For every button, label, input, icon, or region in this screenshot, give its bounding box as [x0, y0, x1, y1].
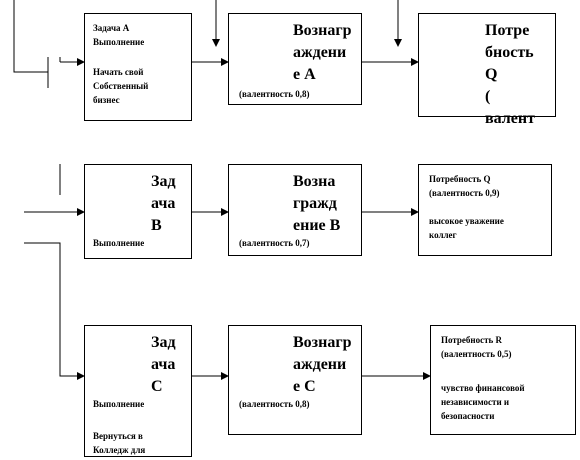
need-r-desc-1: чувство финансовой	[441, 383, 525, 393]
task-c-label: Выполнение	[93, 399, 145, 409]
need-r-box	[430, 325, 576, 435]
task-c-action-2: Колледж для	[93, 445, 146, 455]
reward-a-valence: (валентность 0,8)	[239, 89, 310, 99]
need-q-valence: (валентность 0,9)	[429, 188, 500, 198]
task-a-action-2: Собственный	[93, 81, 149, 91]
reward-c-valence: (валентность 0,8)	[239, 399, 310, 409]
task-a-title: Задача А	[93, 23, 130, 33]
need-top-title-2: бность	[485, 44, 534, 61]
need-q-desc-2: коллег	[429, 230, 457, 240]
reward-a-title-3: е А	[293, 66, 316, 83]
need-top-title-1: Потре	[485, 22, 530, 39]
need-q-desc-1: высокое уважение	[429, 216, 504, 226]
need-top-title-3: Q	[485, 66, 498, 83]
reward-a-title-1: Вознагр	[293, 22, 352, 39]
reward-c-title-2: аждени	[293, 356, 347, 373]
reward-b-title-3: ение В	[293, 217, 341, 234]
task-a-box	[84, 13, 192, 121]
task-b-title-2: ача	[151, 195, 176, 212]
need-top-title-5: валент	[485, 110, 535, 127]
reward-c-title-3: е С	[293, 378, 316, 395]
task-c-box	[84, 325, 192, 457]
need-q-title: Потребность Q	[429, 174, 491, 184]
reward-a-title-2: аждени	[293, 44, 347, 61]
reward-c-box	[228, 325, 362, 435]
task-c-title-1: Зад	[151, 334, 176, 351]
task-b-box	[84, 164, 192, 259]
reward-a-box	[228, 13, 362, 105]
need-r-desc-3: безопасности	[441, 411, 495, 421]
task-c-title-3: С	[151, 378, 163, 395]
task-a-action-1: Начать свой	[93, 67, 144, 77]
task-b-title-1: Зад	[151, 173, 176, 190]
reward-b-box	[228, 164, 362, 256]
reward-b-title-2: гражд	[293, 195, 337, 212]
need-r-title: Потребность R	[441, 335, 503, 345]
need-r-desc-2: независимости и	[441, 397, 510, 407]
task-c-action-1: Вернуться в	[93, 431, 143, 441]
task-b-title-3: В	[151, 217, 162, 234]
need-top-title-4: (	[485, 88, 491, 105]
reward-b-valence: (валентность 0,7)	[239, 238, 310, 248]
task-c-title-2: ача	[151, 356, 176, 373]
need-q-box	[418, 164, 552, 256]
need-r-valence: (валентность 0,5)	[441, 349, 512, 359]
need-q-box-top	[418, 13, 556, 127]
task-b-label: Выполнение	[93, 238, 145, 248]
task-a-label: Выполнение	[93, 37, 145, 47]
reward-b-title-1: Возна	[293, 173, 336, 190]
reward-c-title-1: Вознагр	[293, 334, 352, 351]
task-a-action-3: бизнес	[93, 95, 120, 105]
